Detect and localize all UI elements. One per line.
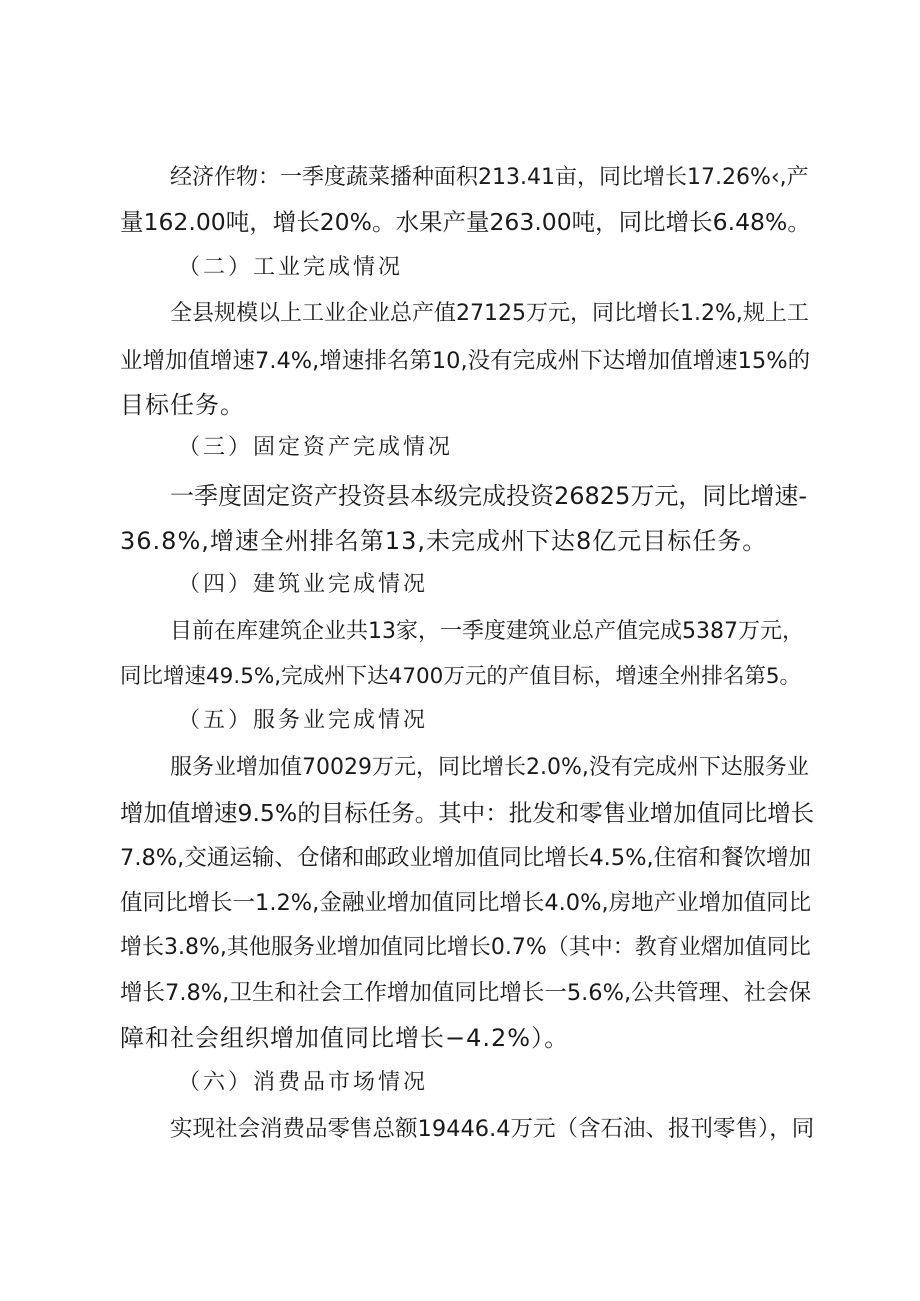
heading-construction: （四）建筑业完成情况	[178, 572, 429, 597]
services-line-4: 值同比增长一1.2%,金融业增加值同比增长4.0%,房地产业增加值同比	[120, 890, 812, 916]
industry-line-2: 业增加值增速7.4%,增速排名第10,没有完成州下达增加值增速15%的	[120, 348, 811, 374]
services-line-7: 障和社会组织增加值同比增长−4.2%）。	[120, 1024, 570, 1052]
fixed-assets-line-2: 36.8%,增速全州排名第13,未完成州下达8亿元目标任务。	[120, 527, 768, 555]
services-line-2: 增加值增速9.5%的目标任务。其中：批发和零售业增加值同比增长	[120, 799, 815, 827]
crops-line-1: 经济作物：一季度蔬菜播种面积213.41亩，同比增长17.26%‹,产	[170, 165, 809, 190]
services-line-6: 增长7.8%,卫生和社会工作增加值同比增长一5.6%,公共管理、社会保	[120, 980, 812, 1006]
construction-line-1: 目前在库建筑企业共13家，一季度建筑业总产值完成5387万元，	[170, 619, 804, 644]
heading-consumer: （六）消费品市场情况	[178, 1070, 429, 1095]
services-line-1: 服务业增加值70029万元，同比增长2.0%,没有完成州下达服务业	[170, 755, 809, 780]
fixed-assets-line-1: 一季度固定资产投资县本级完成投资26825万元，同比增速-	[170, 482, 808, 510]
construction-line-2: 同比增速49.5%,完成州下达4700万元的产值目标，增速全州排名第5。	[120, 664, 802, 689]
services-line-5: 增长3.8%,其他服务业增加值同比增长0.7%（其中：教育业熠加值同比	[120, 935, 811, 960]
consumer-line-1: 实现社会消费品零售总额19446.4万元（含石油、报刊零售），同	[170, 1116, 815, 1142]
heading-services: （五）服务业完成情况	[178, 708, 429, 733]
crops-line-2: 量162.00吨，增长20%。水果产量263.00吨，同比增长6.48%。	[120, 208, 811, 236]
heading-industry: （二）工业完成情况	[178, 255, 404, 280]
services-line-3: 7.8%,交通运输、仓储和邮政业增加值同比增长4.5%,住宿和餐饮增加	[120, 845, 812, 871]
industry-line-3: 目标任务。	[120, 391, 245, 419]
industry-line-1: 全县规模以上工业企业总产值27125万元，同比增长1.2%,规上工	[170, 301, 809, 326]
heading-fixed-assets: （三）固定资产完成情况	[178, 435, 454, 460]
